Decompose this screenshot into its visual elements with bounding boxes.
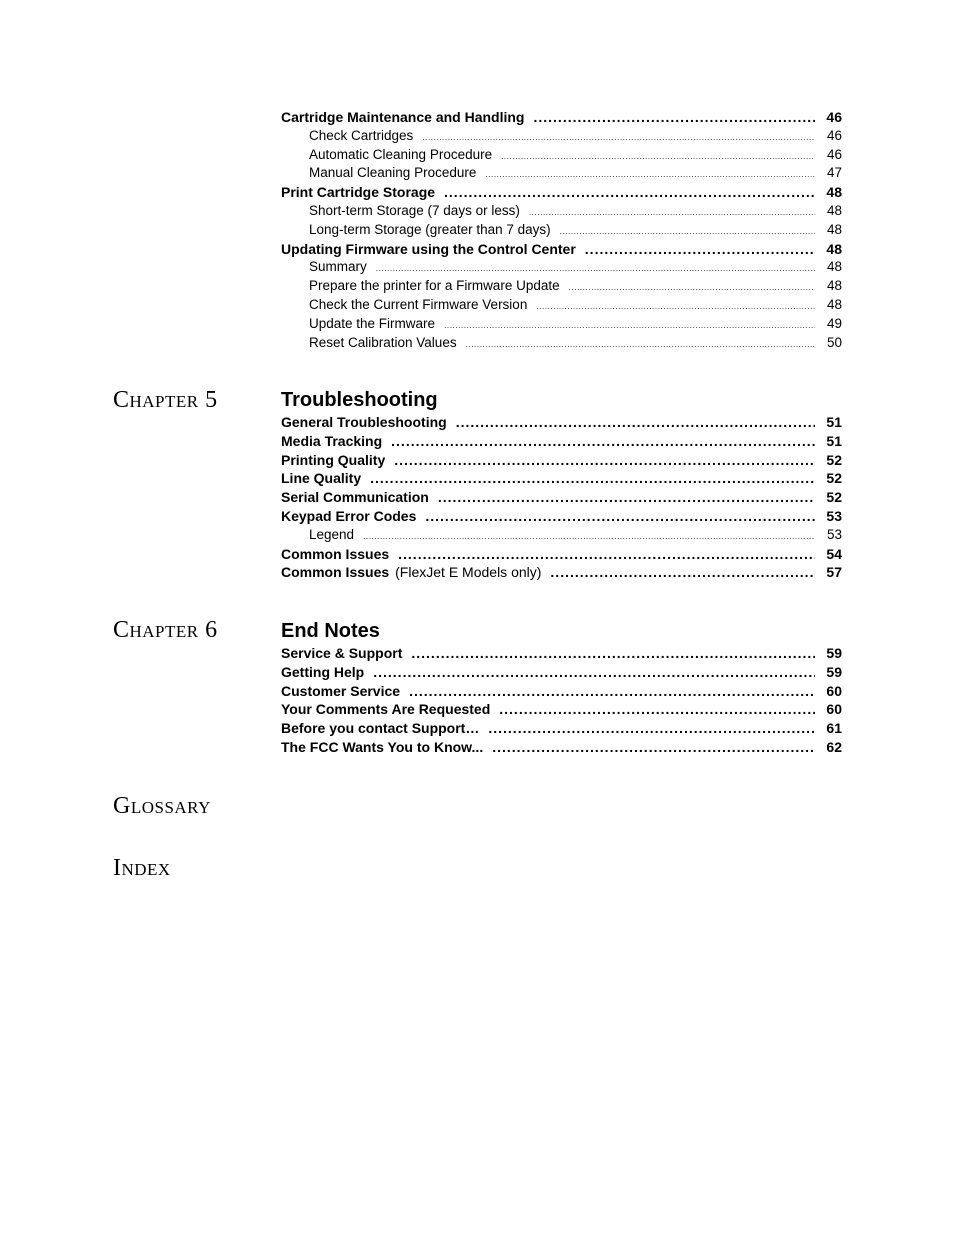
toc-entry[interactable] (281, 146, 842, 165)
toc-entry-page-number: 49 (826, 315, 842, 331)
toc-entry-page-number: 60 (826, 682, 842, 699)
toc-entry[interactable] (281, 413, 842, 432)
dot-leader (569, 279, 815, 298)
dot-leader (466, 336, 815, 355)
toc-entry-page-number: 54 (826, 545, 842, 562)
toc-entry-title: Media Tracking (281, 432, 383, 449)
toc-entry-title: Common Issues (281, 564, 390, 581)
toc-entry-title: Check the Current Firmware Version (309, 296, 528, 312)
toc-entry-page-number: 59 (826, 663, 842, 680)
dot-leader (444, 183, 815, 202)
dot-leader (492, 738, 815, 757)
dot-leader (438, 488, 815, 507)
toc-entry[interactable] (281, 108, 842, 127)
toc-entry[interactable] (281, 507, 842, 526)
toc-entry-note: (FlexJet E Models only) (395, 564, 542, 581)
toc-entry[interactable] (281, 663, 842, 682)
toc-entry[interactable] (281, 432, 842, 451)
toc-entry-page-number: 50 (826, 334, 842, 350)
toc-entry-title: Line Quality (281, 470, 362, 487)
dot-leader (533, 108, 815, 127)
toc-entry[interactable] (281, 334, 842, 353)
toc-entry-title: Legend (309, 526, 355, 542)
toc-entry[interactable] (281, 719, 842, 738)
toc-continued-list (281, 108, 842, 352)
toc-entry[interactable] (281, 127, 842, 146)
chapter-6-entries (281, 644, 842, 757)
dot-leader (488, 719, 815, 738)
toc-entry-title: Cartridge Maintenance and Handling (281, 109, 525, 125)
toc-entry[interactable] (281, 240, 842, 259)
toc-entry[interactable] (281, 202, 842, 221)
dot-leader (409, 682, 815, 701)
toc-entry-title: Summary (309, 259, 367, 275)
toc-entry-page-number: 57 (826, 564, 842, 581)
toc-entry[interactable] (281, 164, 842, 183)
toc-entry[interactable] (281, 682, 842, 701)
toc-entry[interactable] (281, 488, 842, 507)
toc-entry-title: Reset Calibration Values (309, 334, 457, 350)
toc-entry-page-number: 52 (826, 451, 842, 468)
toc-entry-page-number: 61 (826, 720, 842, 737)
chapter-6-title: End Notes (281, 620, 380, 642)
dot-leader (536, 298, 815, 317)
dot-leader (373, 663, 815, 682)
toc-entry[interactable] (281, 738, 842, 757)
toc-entry[interactable] (281, 296, 842, 315)
toc-entry-title: Your Comments Are Requested (281, 701, 491, 718)
toc-entry-title: Service & Support (281, 645, 403, 661)
toc-entry-title: Serial Communication (281, 489, 429, 506)
toc-entry-title: Customer Service (281, 682, 401, 699)
toc-entry-page-number: 48 (826, 240, 842, 257)
toc-entry-page-number: 51 (826, 432, 842, 449)
dot-leader (444, 317, 815, 336)
toc-entry-title: Prepare the printer for a Firmware Update (309, 278, 560, 294)
toc-entry-title: Short-term Storage (7 days or less) (309, 202, 520, 218)
toc-entry[interactable] (281, 700, 842, 719)
toc-entry-title: General Troubleshooting (281, 414, 447, 430)
toc-entry-page-number: 48 (826, 221, 842, 237)
toc-entry-page-number: 48 (826, 278, 842, 294)
toc-entry[interactable] (281, 451, 842, 470)
toc-entry[interactable] (281, 526, 842, 545)
dot-leader (370, 469, 815, 488)
toc-entry-title: Updating Firmware using the Control Center (281, 240, 576, 257)
toc-entry-page-number: 47 (826, 165, 842, 181)
toc-entry-title: Automatic Cleaning Procedure (309, 146, 493, 162)
toc-entry-title: Printing Quality (281, 451, 386, 468)
toc-entry-page-number: 60 (826, 701, 842, 718)
dot-leader (425, 507, 815, 526)
dot-leader (394, 451, 815, 470)
index-heading: Index (113, 855, 171, 881)
toc-entry-page-number: 46 (826, 109, 842, 125)
toc-entry[interactable] (281, 183, 842, 202)
dot-leader (398, 545, 815, 564)
chapter-5-title: Troubleshooting (281, 389, 438, 411)
toc-entry-title: Common Issues (281, 545, 390, 562)
toc-entry-title: Check Cartridges (309, 127, 414, 143)
toc-entry-title: Getting Help (281, 663, 365, 680)
toc-entry[interactable] (281, 644, 842, 663)
toc-entry-page-number: 62 (826, 738, 842, 755)
toc-entry-page-number: 48 (826, 259, 842, 275)
toc-entry-page-number: 52 (826, 470, 842, 487)
toc-entry-page-number: 59 (826, 645, 842, 661)
dot-leader (411, 644, 815, 663)
toc-entry[interactable] (281, 563, 842, 582)
toc-entry-page-number: 51 (826, 414, 842, 430)
chapter-5-label: Chapter 5 (113, 387, 218, 413)
dot-leader (550, 563, 815, 582)
dot-leader (499, 700, 815, 719)
toc-entry[interactable] (281, 545, 842, 564)
toc-entry-page-number: 53 (826, 526, 842, 542)
toc-entry[interactable] (281, 277, 842, 296)
toc-entry-page-number: 53 (826, 507, 842, 524)
toc-entry-page-number: 48 (826, 184, 842, 201)
toc-entry[interactable] (281, 469, 842, 488)
toc-entry-title: The FCC Wants You to Know... (281, 738, 484, 755)
toc-entry-page-number: 48 (826, 202, 842, 218)
glossary-heading: Glossary (113, 793, 211, 819)
toc-entry[interactable] (281, 315, 842, 334)
chapter-6-label: Chapter 6 (113, 617, 218, 643)
toc-entry-page-number: 46 (826, 146, 842, 162)
dot-leader (456, 413, 815, 432)
toc-entry[interactable] (281, 258, 842, 277)
toc-entry-title: Update the Firmware (309, 315, 436, 331)
toc-entry-title: Print Cartridge Storage (281, 184, 436, 201)
toc-entry-title: Long-term Storage (greater than 7 days) (309, 221, 551, 237)
toc-entry-page-number: 52 (826, 489, 842, 506)
toc-entry-page-number: 48 (826, 296, 842, 312)
dot-leader (501, 148, 815, 167)
dot-leader (529, 204, 815, 223)
toc-entry-title: Before you contact Support… (281, 720, 480, 737)
toc-entry-title: Manual Cleaning Procedure (309, 165, 477, 181)
chapter-5-entries (281, 413, 842, 582)
toc-entry[interactable] (281, 221, 842, 240)
toc-entry-page-number: 46 (826, 127, 842, 143)
toc-entry-title: Keypad Error Codes (281, 507, 417, 524)
dot-leader (391, 432, 815, 451)
dot-leader (585, 240, 815, 259)
